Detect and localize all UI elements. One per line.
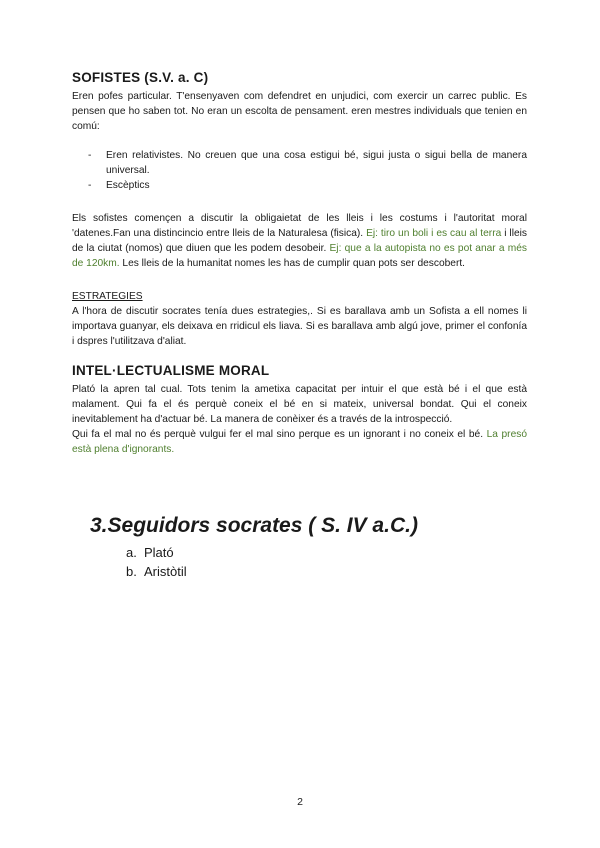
sofistes-heading: SOFISTES (S.V. a. C) xyxy=(72,70,209,85)
intel-text-2-main: Qui fa el mal no és perquè vulgui fer el mal sino perque es un ignorant i no coneix el bé. xyxy=(72,429,487,440)
list-item: - Escèptics xyxy=(90,178,527,193)
sofistes-laws-paragraph xyxy=(72,211,527,271)
list-label: Aristòtil xyxy=(144,564,187,579)
estrategies-heading: ESTRATEGIES xyxy=(72,291,143,302)
list-label: Plató xyxy=(144,545,174,560)
intel-heading: INTEL·LECTUALISME MORAL xyxy=(72,363,270,378)
list-marker: a. xyxy=(126,545,137,560)
example-nature-law: Ej: tiro un boli i es cau al terra xyxy=(366,228,502,239)
intel-text-1: Plató la apren tal cual. Tots tenim la ametixa capacitat per intuir el que està bé i el que està malament. Qui fa el és perquè coneix el bé en si mateix, universal bondat. Qui el coneix inevitablement ha d'actuar bé. La manera de conèixer és a través de la introspecció. xyxy=(72,384,527,425)
laws-text-a: Els sofistes començen a discutir la obligaietat de les lleis i les costums i l'autoritat moral 'datenes.Fan una distincincio entre lleis de la Naturalesa (fisica). xyxy=(72,213,527,239)
list-marker: b. xyxy=(126,564,137,579)
estrategies-text: A l'hora de discutir socrates tenía dues estrategies,. Si es barallava amb un Sofista a ell nomes li importava guanyar, els deixava en rridicul els liava. Si es barallava amb algú jove, primer el confonía i dspres l'utilitzava d'aliat. xyxy=(72,306,527,347)
intel-text-2 xyxy=(72,427,527,457)
example-city-law: Ej: que a la autopista no es pot anar a més de 120km. xyxy=(72,243,527,269)
laws-text-c: Les lleis de la humanitat nomes les has de cumplir quan pots ser descobert. xyxy=(119,258,466,269)
list-item: - Eren relativistes. No creuen que una cosa estigui bé, sigui justa o sigui bella de manera universal. xyxy=(90,148,527,178)
list-item xyxy=(126,562,187,581)
laws-text-b: i lleis de la ciutat (nomos) que diuen que les podem desobeir. xyxy=(72,228,527,254)
page-number: 2 xyxy=(297,796,303,808)
followers-list xyxy=(126,543,187,581)
sofistes-bullet-list xyxy=(90,148,527,193)
intel-example: La presó està plena d'ignorants. xyxy=(72,429,528,455)
page-content xyxy=(72,70,527,457)
list-item xyxy=(126,543,187,562)
sofistes-intro: Eren pofes particular. T'ensenyaven com defendret en unjudici, com exercir un carrec public. Es pensen que ho saben tot. No eran un escolta de pensament. eren mestres individuals que tenien en comú: xyxy=(72,91,527,132)
section-3-heading: 3.Seguidors socrates ( S. IV a.C.) xyxy=(90,514,418,537)
